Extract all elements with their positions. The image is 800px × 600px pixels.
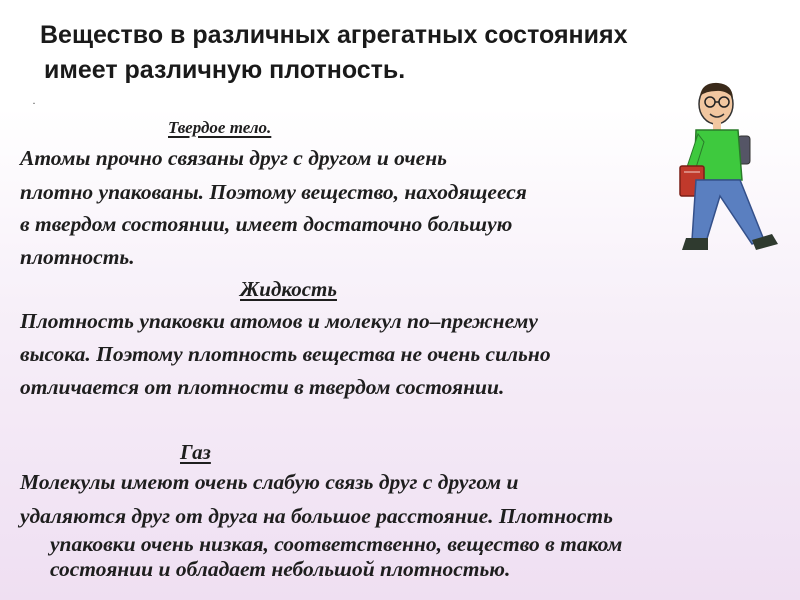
liquid-line-3: отличается от плотности в твердом состоянии. xyxy=(20,375,505,399)
solid-line-1: Атомы прочно связаны друг с другом и очень xyxy=(20,146,447,170)
gas-line-1: Молекулы имеют очень слабую связь друг с другом и xyxy=(20,470,519,494)
slide-title xyxy=(40,18,740,88)
heading-gas: Газ xyxy=(180,440,211,464)
title-line-2: имеет различную плотность. xyxy=(44,56,406,84)
gas-line-2: удаляются друг от друга на большое расстояние. Плотность xyxy=(20,504,613,528)
solid-line-4: плотность. xyxy=(20,245,135,269)
liquid-line-2: высока. Поэтому плотность вещества не очень сильно xyxy=(20,342,551,366)
walking-student-icon xyxy=(672,78,788,260)
gas-line-3: упаковки очень низкая, соответственно, вещество в таком xyxy=(50,532,623,556)
solid-line-3: в твердом состоянии, имеет достаточно большую xyxy=(20,212,513,236)
gas-line-4: состоянии и обладает небольшой плотностью. xyxy=(50,557,511,581)
bullet-dot: · xyxy=(32,96,36,110)
title-line-1: Вещество в различных агрегатных состояниях xyxy=(40,21,628,49)
liquid-line-1: Плотность упаковки атомов и молекул по–прежнему xyxy=(20,309,538,333)
solid-line-2: плотно упакованы. Поэтому вещество, находящееся xyxy=(20,180,527,204)
heading-solid: Твердое тело. xyxy=(168,118,272,137)
heading-liquid: Жидкость xyxy=(240,277,337,301)
